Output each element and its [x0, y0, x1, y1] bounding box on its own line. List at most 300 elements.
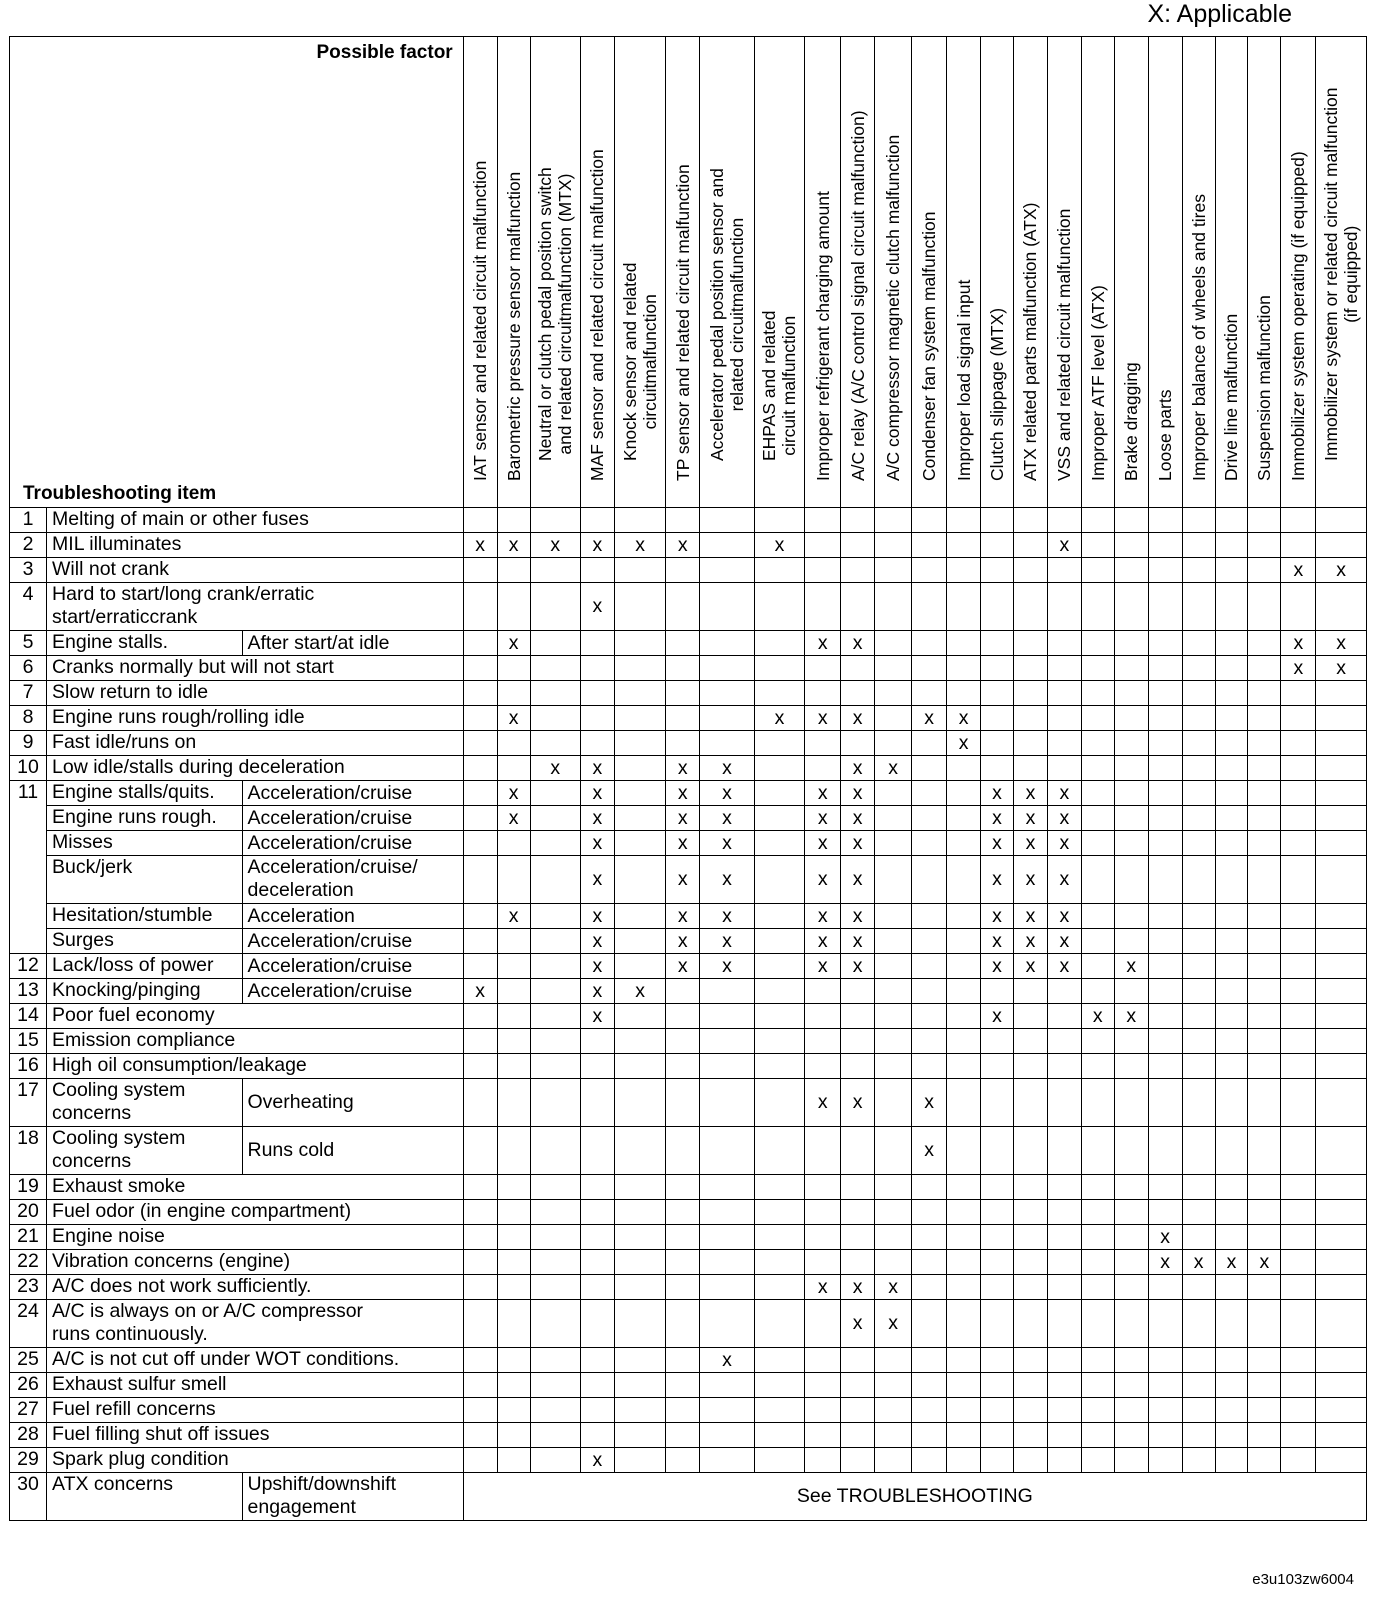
- condition-line: Acceleration/cruise: [247, 781, 413, 804]
- table-row: [10, 1004, 1367, 1029]
- factor-label: [883, 135, 903, 481]
- factor-cell: [841, 1300, 875, 1348]
- factor-cell: [666, 1275, 700, 1300]
- factor-cell: [1148, 1423, 1182, 1448]
- factor-cell: [1215, 1373, 1248, 1398]
- factor-cell: [497, 781, 530, 806]
- factor-cell: [497, 583, 530, 631]
- factor-cell: [700, 731, 755, 756]
- factor-cell: [463, 558, 497, 583]
- factor-cell: [754, 756, 804, 781]
- factor-cell: [754, 1448, 804, 1473]
- factor-cell: [754, 631, 804, 656]
- factor-cell: [700, 1200, 755, 1225]
- factor-cell: [614, 1127, 665, 1175]
- factor-header: [754, 37, 804, 508]
- factor-cell: [614, 1079, 665, 1127]
- factor-cell: [1081, 558, 1114, 583]
- factor-cell: [947, 681, 981, 706]
- factor-cell: [1114, 731, 1148, 756]
- factor-cell: [614, 831, 665, 856]
- factor-cell: [580, 508, 614, 533]
- factor-cell: [1013, 706, 1047, 731]
- factor-cell: [700, 1348, 755, 1373]
- factor-cell: [1013, 756, 1047, 781]
- item-line: Hard to start/long crank/erratic: [52, 583, 315, 605]
- factor-label-line: circuitmalfunction: [640, 294, 661, 430]
- factor-cell: [1215, 1004, 1248, 1029]
- factor-label-line: VSS and related circuit malfunction: [1054, 208, 1075, 481]
- factor-cell: [1215, 558, 1248, 583]
- factor-cell: [1248, 583, 1281, 631]
- factor-label: [919, 212, 939, 481]
- factor-cell: [1013, 583, 1047, 631]
- factor-cell: [841, 1398, 875, 1423]
- factor-header: [1148, 37, 1182, 508]
- factor-cell: [1316, 533, 1367, 558]
- factor-cell: [805, 954, 841, 979]
- factor-cell: [1013, 1004, 1047, 1029]
- factor-label-line: Knock sensor and related: [620, 262, 641, 461]
- factor-cell: [1316, 1004, 1367, 1029]
- factor-label-line: Improper ATF level (ATX): [1087, 285, 1108, 481]
- factor-cell: [1047, 806, 1081, 831]
- factor-cell: [1248, 929, 1281, 954]
- factor-cell: [530, 1004, 580, 1029]
- factor-cell: [1013, 1029, 1047, 1054]
- factor-cell: [700, 904, 755, 929]
- applicable-mark: x: [852, 756, 863, 779]
- applicable-mark: x: [1059, 954, 1070, 977]
- table-row: [10, 656, 1367, 681]
- factor-cell: [1013, 631, 1047, 656]
- factor-label-line: Barometric pressure sensor malfunction: [503, 171, 524, 481]
- row-number: 26: [10, 1373, 47, 1398]
- applicable-mark: x: [852, 631, 863, 654]
- applicable-mark: x: [1160, 1225, 1171, 1248]
- factor-label-line: Immobilizer system or related circuit malfunction: [1321, 87, 1342, 461]
- factor-cell: [805, 631, 841, 656]
- factor-cell: [947, 1029, 981, 1054]
- factor-cell: [1248, 1275, 1281, 1300]
- factor-cell: [1013, 954, 1047, 979]
- factor-header: [1281, 37, 1316, 508]
- factor-header: [981, 37, 1014, 508]
- factor-label-line: Clutch slippage (MTX): [987, 307, 1008, 481]
- factor-cell: [1114, 1175, 1148, 1200]
- factor-cell: [912, 831, 947, 856]
- factor-cell: [530, 979, 580, 1004]
- table-row: [10, 1275, 1367, 1300]
- factor-cell: [1316, 756, 1367, 781]
- factor-cell: [1013, 1448, 1047, 1473]
- applicable-mark: x: [852, 706, 863, 729]
- factor-cell: [1248, 1398, 1281, 1423]
- factor-cell: [1148, 1004, 1182, 1029]
- factor-cell: [1148, 1200, 1182, 1225]
- factor-cell: [875, 1373, 912, 1398]
- factor-cell: [1148, 756, 1182, 781]
- factor-cell: [1148, 706, 1182, 731]
- factor-cell: [947, 1054, 981, 1079]
- factor-cell: [666, 979, 700, 1004]
- factor-cell: [614, 1225, 665, 1250]
- factor-cell: [614, 1300, 665, 1348]
- factor-cell: [1316, 1029, 1367, 1054]
- factor-cell: [580, 806, 614, 831]
- row-number: 14: [10, 1004, 47, 1029]
- factor-cell: [1248, 1348, 1281, 1373]
- factor-cell: [497, 656, 530, 681]
- factor-cell: [700, 1423, 755, 1448]
- factor-cell: [1047, 558, 1081, 583]
- item-condition: [242, 929, 463, 954]
- factor-cell: [1047, 1225, 1081, 1250]
- factor-cell: [805, 904, 841, 929]
- troubleshooting-item: [47, 1127, 242, 1175]
- applicable-mark: x: [888, 756, 899, 779]
- factor-cell: [1316, 1448, 1367, 1473]
- factor-cell: [700, 706, 755, 731]
- factor-cell: [947, 583, 981, 631]
- factor-cell: [1047, 1423, 1081, 1448]
- factor-cell: [666, 731, 700, 756]
- factor-cell: [1281, 681, 1316, 706]
- factor-cell: [754, 856, 804, 904]
- factor-cell: [530, 558, 580, 583]
- applicable-mark: x: [677, 954, 688, 977]
- factor-cell: [1047, 1127, 1081, 1175]
- applicable-mark: x: [475, 533, 486, 556]
- factor-cell: [875, 1275, 912, 1300]
- troubleshooting-item: [47, 1473, 242, 1521]
- factor-cell: [841, 806, 875, 831]
- table-row: [10, 1473, 1367, 1521]
- factor-cell: [912, 1250, 947, 1275]
- factor-cell: [947, 1275, 981, 1300]
- factor-cell: [1281, 656, 1316, 681]
- factor-cell: [841, 1175, 875, 1200]
- factor-cell: [1047, 533, 1081, 558]
- factor-cell: [754, 1079, 804, 1127]
- factor-cell: [1114, 706, 1148, 731]
- applicable-mark: x: [592, 595, 603, 617]
- item-line: Exhaust sulfur smell: [52, 1373, 227, 1395]
- factor-cell: [947, 1225, 981, 1250]
- factor-cell: [1281, 954, 1316, 979]
- applicable-mark: x: [677, 533, 688, 556]
- factor-cell: [497, 856, 530, 904]
- factor-header: [614, 37, 665, 508]
- table-row: [10, 706, 1367, 731]
- factor-cell: [497, 756, 530, 781]
- factor-cell: [580, 1398, 614, 1423]
- factor-cell: [1281, 1448, 1316, 1473]
- factor-cell: [1316, 806, 1367, 831]
- factor-cell: [754, 533, 804, 558]
- factor-cell: [497, 1054, 530, 1079]
- factor-cell: [580, 533, 614, 558]
- factor-cell: [666, 1423, 700, 1448]
- factor-cell: [700, 1054, 755, 1079]
- factor-cell: [530, 1225, 580, 1250]
- factor-cell: [912, 706, 947, 731]
- factor-cell: [841, 1373, 875, 1398]
- factor-cell: [463, 954, 497, 979]
- factor-cell: [912, 558, 947, 583]
- factor-cell: [1248, 856, 1281, 904]
- factor-cell: [666, 1029, 700, 1054]
- applicable-mark: x: [992, 781, 1002, 804]
- factor-cell: [1081, 731, 1114, 756]
- item-condition: [242, 856, 463, 904]
- factor-cell: [700, 508, 755, 533]
- factor-cell: [580, 583, 614, 631]
- factor-cell: [497, 1225, 530, 1250]
- factor-cell: [666, 1225, 700, 1250]
- factor-cell: [1081, 1348, 1114, 1373]
- factor-cell: [1047, 1398, 1081, 1423]
- table-row: [10, 1373, 1367, 1398]
- factor-cell: [666, 1079, 700, 1127]
- factor-label-line: Accelerator pedal position sensor and: [707, 168, 728, 461]
- factor-cell: [841, 1200, 875, 1225]
- factor-cell: [1281, 1004, 1316, 1029]
- factor-cell: [805, 1300, 841, 1348]
- factor-cell: [1281, 1373, 1316, 1398]
- factor-label-line: Suspension malfunction: [1254, 295, 1275, 481]
- item-condition: [242, 1473, 463, 1521]
- factor-cell: [1114, 1127, 1148, 1175]
- factor-cell: [463, 781, 497, 806]
- item-line: Buck/jerk: [52, 856, 133, 878]
- factor-cell: [1114, 1029, 1148, 1054]
- item-line: start/erraticcrank: [52, 606, 198, 628]
- factor-cell: [912, 1423, 947, 1448]
- factor-cell: [875, 1054, 912, 1079]
- factor-cell: [530, 656, 580, 681]
- factor-cell: [912, 681, 947, 706]
- factor-cell: [841, 929, 875, 954]
- factor-cell: [463, 979, 497, 1004]
- applicable-mark: x: [852, 1312, 863, 1334]
- factor-cell: [530, 781, 580, 806]
- factor-cell: [841, 1448, 875, 1473]
- factor-cell: [1047, 1004, 1081, 1029]
- applicable-mark: x: [508, 631, 519, 654]
- factor-label-line: Improper balance of wheels and tires: [1188, 194, 1209, 481]
- factor-cell: [1081, 1373, 1114, 1398]
- factor-cell: [580, 856, 614, 904]
- factor-cell: [875, 904, 912, 929]
- factor-cell: [463, 1175, 497, 1200]
- factor-cell: [580, 781, 614, 806]
- factor-cell: [875, 856, 912, 904]
- factor-label-line: Loose parts: [1155, 389, 1176, 481]
- factor-cell: [700, 1029, 755, 1054]
- factor-cell: [1182, 929, 1215, 954]
- factor-cell: [754, 979, 804, 1004]
- factor-cell: [530, 806, 580, 831]
- factor-cell: [912, 1175, 947, 1200]
- factor-cell: [1148, 1250, 1182, 1275]
- factor-cell: [1081, 706, 1114, 731]
- table-row: [10, 508, 1367, 533]
- factor-cell: [614, 558, 665, 583]
- factor-label-line: Neutral or clutch pedal position switch: [535, 167, 556, 461]
- factor-cell: [1248, 1029, 1281, 1054]
- item-line: Low idle/stalls during deceleration: [52, 756, 345, 778]
- factor-cell: [580, 1127, 614, 1175]
- factor-cell: [912, 1225, 947, 1250]
- factor-cell: [1047, 656, 1081, 681]
- factor-header: [497, 37, 530, 508]
- applicable-mark: x: [992, 929, 1002, 952]
- item-condition: [242, 1079, 463, 1127]
- factor-cell: [614, 954, 665, 979]
- factor-label: [673, 164, 693, 481]
- factor-cell: [912, 656, 947, 681]
- factor-cell: [1281, 706, 1316, 731]
- factor-cell: [1182, 1398, 1215, 1423]
- factor-cell: [754, 1348, 804, 1373]
- factor-cell: [1081, 1079, 1114, 1127]
- factor-cell: [947, 806, 981, 831]
- factor-cell: [841, 1079, 875, 1127]
- factor-cell: [912, 1300, 947, 1348]
- factor-cell: [666, 1054, 700, 1079]
- factor-cell: [497, 731, 530, 756]
- factor-cell: [580, 1004, 614, 1029]
- factor-cell: [497, 1079, 530, 1127]
- factor-cell: [841, 1225, 875, 1250]
- factor-cell: [700, 1175, 755, 1200]
- factor-cell: [1248, 558, 1281, 583]
- item-line: Fast idle/runs on: [52, 731, 197, 753]
- factor-cell: [1182, 583, 1215, 631]
- factor-cell: [947, 731, 981, 756]
- factor-cell: [497, 929, 530, 954]
- factor-cell: [754, 656, 804, 681]
- factor-cell: [754, 806, 804, 831]
- see-troubleshooting-note: See TROUBLESHOOTING: [463, 1473, 1366, 1521]
- applicable-mark: x: [592, 1448, 603, 1471]
- row-number: 17: [10, 1079, 47, 1127]
- factor-cell: [700, 1373, 755, 1398]
- factor-cell: [614, 1200, 665, 1225]
- factor-cell: [875, 1200, 912, 1225]
- factor-cell: [700, 756, 755, 781]
- applicable-mark: x: [992, 1004, 1002, 1027]
- factor-cell: [666, 1200, 700, 1225]
- factor-cell: [947, 533, 981, 558]
- applicable-mark: x: [592, 979, 603, 1002]
- factor-cell: [1114, 831, 1148, 856]
- factor-cell: [463, 1127, 497, 1175]
- factor-cell: [497, 1250, 530, 1275]
- factor-cell: [1281, 1348, 1316, 1373]
- factor-cell: [981, 1079, 1014, 1127]
- factor-cell: [805, 1398, 841, 1423]
- factor-cell: [700, 1398, 755, 1423]
- troubleshooting-item: [47, 681, 464, 706]
- factor-cell: [1316, 1225, 1367, 1250]
- row-number: 23: [10, 1275, 47, 1300]
- factor-cell: [981, 831, 1014, 856]
- troubleshooting-item: [47, 583, 464, 631]
- factor-cell: [530, 954, 580, 979]
- factor-cell: [1182, 1373, 1215, 1398]
- item-condition: [242, 979, 463, 1004]
- figure-id: e3u103zw6004: [1252, 1571, 1354, 1588]
- factor-cell: [1081, 1275, 1114, 1300]
- factor-cell: [1316, 558, 1367, 583]
- factor-cell: [1013, 1054, 1047, 1079]
- factor-cell: [912, 731, 947, 756]
- factor-cell: [875, 1250, 912, 1275]
- factor-cell: [1316, 904, 1367, 929]
- factor-cell: [497, 904, 530, 929]
- factor-cell: [497, 954, 530, 979]
- row-number: 3: [10, 558, 47, 583]
- factor-cell: [666, 781, 700, 806]
- factor-cell: [981, 706, 1014, 731]
- row-number: 29: [10, 1448, 47, 1473]
- factor-cell: [1316, 1398, 1367, 1423]
- factor-cell: [1047, 929, 1081, 954]
- factor-cell: [1248, 1300, 1281, 1348]
- factor-cell: [530, 1398, 580, 1423]
- table-row: [10, 1225, 1367, 1250]
- factor-cell: [614, 1175, 665, 1200]
- factor-cell: [614, 1054, 665, 1079]
- factor-cell: [805, 1423, 841, 1448]
- factor-cell: [700, 781, 755, 806]
- factor-cell: [947, 979, 981, 1004]
- applicable-mark: x: [817, 904, 828, 927]
- applicable-mark: x: [722, 954, 732, 977]
- factor-cell: [981, 806, 1014, 831]
- item-line: Misses: [52, 831, 113, 853]
- factor-header: [666, 37, 700, 508]
- factor-cell: [1114, 856, 1148, 904]
- factor-cell: [1081, 904, 1114, 929]
- factor-label: [1254, 295, 1274, 481]
- factor-cell: [875, 656, 912, 681]
- item-condition: [242, 781, 463, 806]
- troubleshooting-item: [47, 533, 464, 558]
- factor-cell: [841, 831, 875, 856]
- troubleshooting-item: [47, 831, 242, 856]
- factor-cell: [1148, 583, 1182, 631]
- factor-cell: [666, 508, 700, 533]
- factor-cell: [875, 954, 912, 979]
- factor-cell: [614, 1275, 665, 1300]
- row-number: 30: [10, 1473, 47, 1521]
- factor-header: [1047, 37, 1081, 508]
- factor-cell: [805, 979, 841, 1004]
- factor-cell: [614, 1029, 665, 1054]
- factor-cell: [875, 1348, 912, 1373]
- factor-cell: [1114, 558, 1148, 583]
- applicable-mark: x: [677, 831, 688, 854]
- factor-cell: [463, 904, 497, 929]
- factor-cell: [1281, 1127, 1316, 1175]
- factor-cell: [1281, 1054, 1316, 1079]
- factor-cell: [1148, 1373, 1182, 1398]
- factor-cell: [1081, 806, 1114, 831]
- factor-cell: [1248, 731, 1281, 756]
